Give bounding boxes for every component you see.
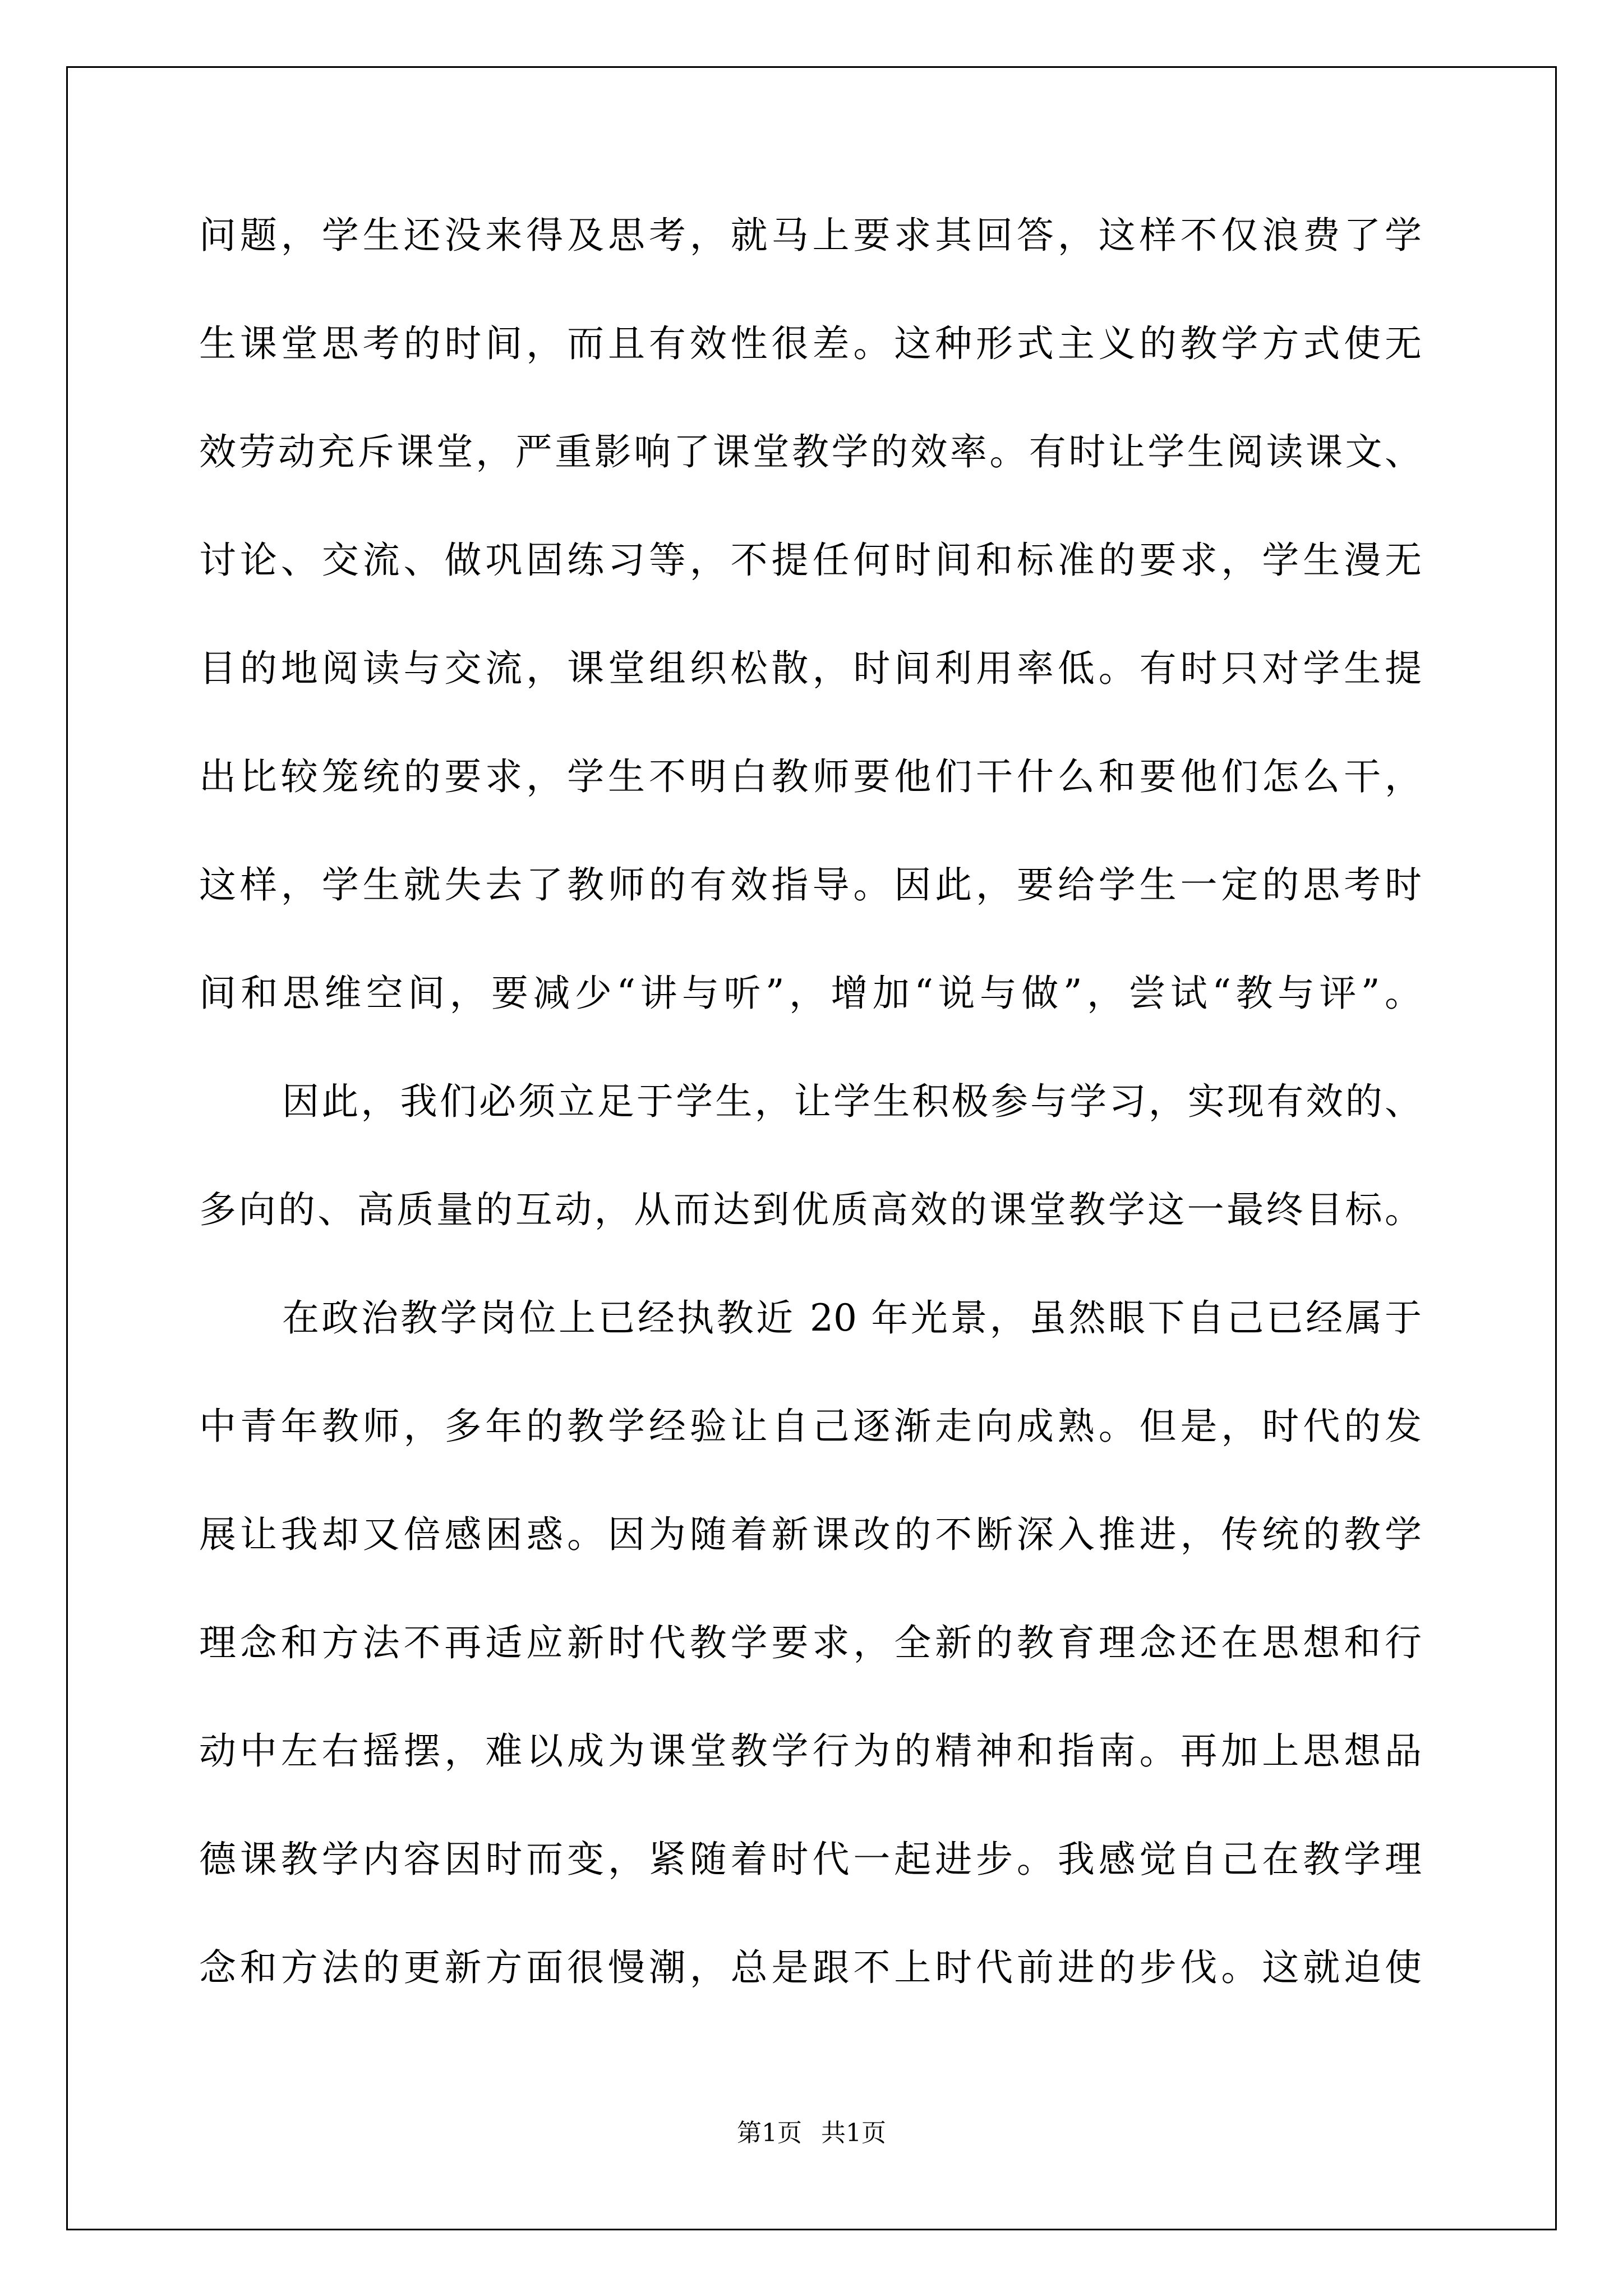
text-line: 理念和方法不再适应新时代教学要求，全新的教育理念还在思想和行: [199, 1621, 1422, 1664]
text-line: 德课教学内容因时而变，紧随着时代一起进步。我感觉自己在教学理: [199, 1838, 1422, 1881]
text-line: 在政治教学岗位上已经执教近 20 年光景，虽然眼下自己已经属于: [282, 1296, 1422, 1340]
text-line: 间和思维空间，要减少“讲与听”，增加“说与做”，尝试“教与评”。: [199, 972, 1422, 1015]
text-line: 出比较笼统的要求，学生不明白教师要他们干什么和要他们怎么干，: [199, 755, 1422, 798]
text-line: 中青年教师，多年的教学经验让自己逐渐走向成熟。但是，时代的发: [199, 1405, 1422, 1448]
text-line: 效劳动充斥课堂，严重影响了课堂教学的效率。有时让学生阅读课文、: [199, 430, 1422, 473]
page-number: 第1页: [737, 2119, 802, 2147]
text-line: 动中左右摇摆，难以成为课堂教学行为的精神和指南。再加上思想品: [199, 1729, 1422, 1773]
text-line: 问题，学生还没来得及思考，就马上要求其回答，这样不仅浪费了学: [199, 214, 1422, 257]
text-line: 这样，学生就失去了教师的有效指导。因此，要给学生一定的思考时: [199, 863, 1422, 907]
text-line: 生课堂思考的时间，而且有效性很差。这种形式主义的教学方式使无: [199, 322, 1422, 365]
text-line: 目的地阅读与交流，课堂组织松散，时间利用率低。有时只对学生提: [199, 647, 1422, 690]
text-line: 多向的、高质量的互动，从而达到优质高效的课堂教学这一最终目标。: [199, 1188, 1422, 1231]
page-footer: [0, 2118, 1623, 2149]
text-line: 展让我却又倍感困惑。因为随着新课改的不断深入推进，传统的教学: [199, 1513, 1422, 1556]
page-total: 共1页: [821, 2119, 886, 2147]
text-line: 讨论、交流、做巩固练习等，不提任何时间和标准的要求，学生漫无: [199, 539, 1422, 582]
text-line: 念和方法的更新方面很慢潮，总是跟不上时代前进的步伐。这就迫使: [199, 1946, 1422, 1989]
text-line: 因此，我们必须立足于学生，让学生积极参与学习，实现有效的、: [282, 1080, 1422, 1123]
document-body: [199, 208, 1422, 2048]
